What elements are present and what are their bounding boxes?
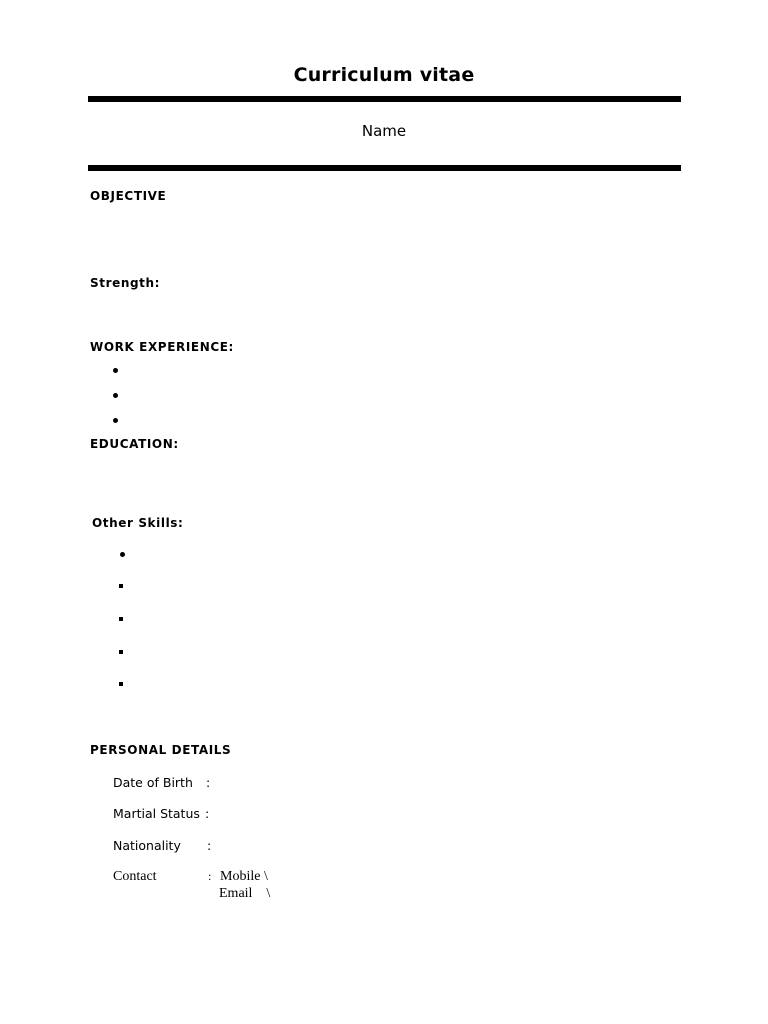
objective-heading: OBJECTIVE <box>90 189 167 203</box>
skill-bullet <box>119 584 123 588</box>
strength-heading: Strength: <box>90 276 161 290</box>
contact-mobile: Mobile \ <box>220 869 268 884</box>
education-heading: EDUCATION: <box>90 437 179 451</box>
nationality-label: Nationality <box>113 838 181 853</box>
nationality-separator: : <box>207 838 212 853</box>
contact-label: Contact <box>113 869 157 884</box>
top-divider <box>88 96 681 102</box>
cv-title: Curriculum vitae <box>293 64 475 86</box>
contact-separator: : <box>208 869 212 883</box>
skill-bullet <box>120 552 125 557</box>
marital-status-separator: : <box>205 806 210 821</box>
personal-details-heading: PERSONAL DETAILS <box>90 743 232 757</box>
marital-status-label: Martial Status <box>113 806 200 821</box>
candidate-name: Name <box>361 122 407 140</box>
skill-bullet <box>119 682 123 686</box>
skill-bullet <box>119 650 123 654</box>
skill-bullet <box>119 617 123 621</box>
other-skills-heading: Other Skills: <box>92 516 184 530</box>
dob-label: Date of Birth <box>113 775 193 790</box>
dob-separator: : <box>206 775 211 790</box>
work-bullet <box>113 418 118 423</box>
work-bullet <box>113 393 118 398</box>
contact-email: Email \ <box>219 886 271 901</box>
work-experience-heading: WORK EXPERIENCE: <box>90 340 234 354</box>
bottom-divider <box>88 165 681 171</box>
work-bullet <box>113 368 118 373</box>
